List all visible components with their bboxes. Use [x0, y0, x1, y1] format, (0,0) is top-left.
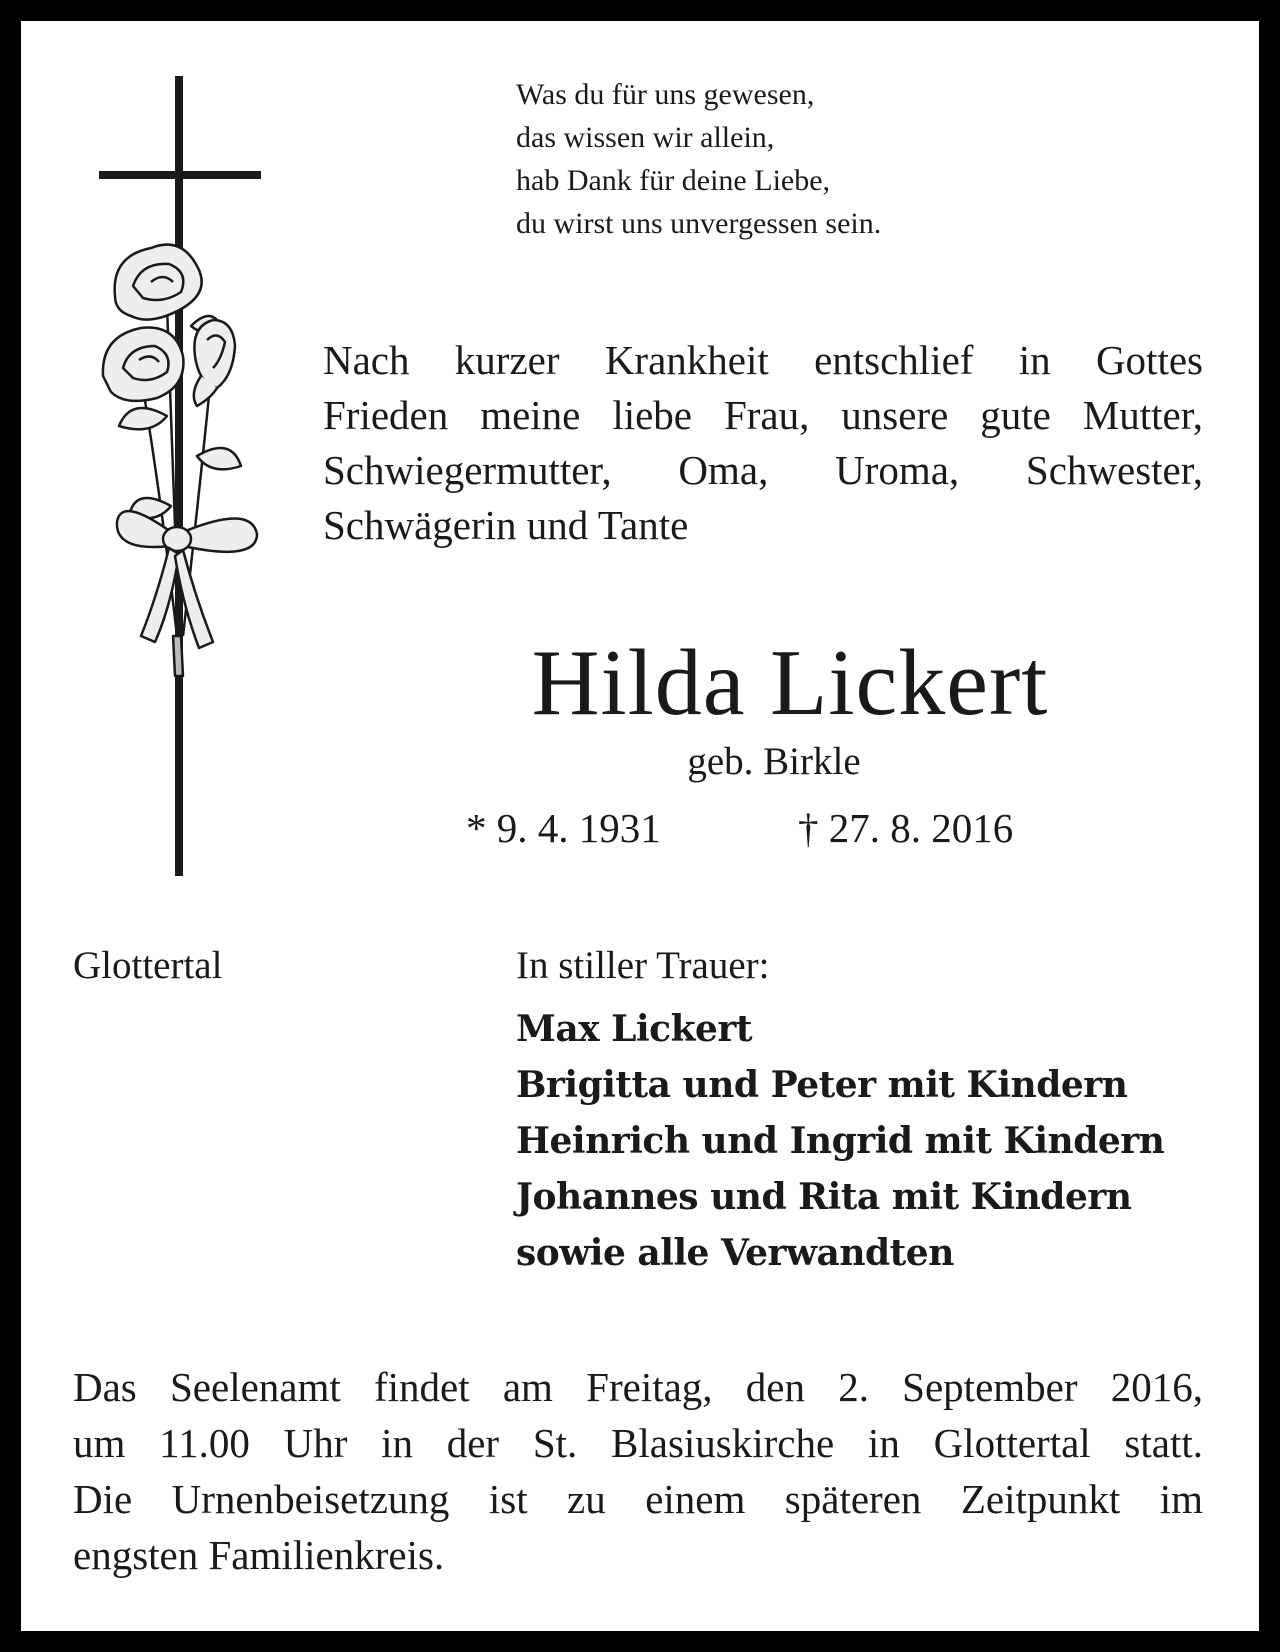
- announcement-line: Nach kurzer Krankheit entschlief in Gottes: [323, 337, 1203, 383]
- service-line: Das Seelenamt findet am Freitag, den 2. September 2016,: [73, 1364, 1203, 1410]
- service-line: engsten Familienkreis.: [73, 1532, 445, 1578]
- announcement-line: Schwiegermutter, Oma, Uroma, Schwester,: [323, 447, 1203, 493]
- mourner-entry: Heinrich und Ingrid mit Kindern: [516, 1120, 1165, 1162]
- mourner-entry: Max Lickert: [516, 1008, 753, 1050]
- mourner-entry: Brigitta und Peter mit Kindern: [516, 1064, 1128, 1106]
- service-line: Die Urnenbeisetzung ist zu einem späteren Zeitpunkt im: [73, 1476, 1203, 1522]
- poem-line: das wissen wir allein,: [516, 121, 775, 154]
- poem-line: hab Dank für deine Liebe,: [516, 164, 831, 197]
- obituary-notice: [21, 21, 1259, 1631]
- mourning-label: In stiller Trauer:: [516, 944, 770, 987]
- mourner-entry: sowie alle Verwandten: [516, 1232, 954, 1274]
- birth-date: * 9. 4. 1931: [466, 805, 661, 851]
- poem-line: Was du für uns gewesen,: [516, 78, 815, 111]
- announcement-line: Schwägerin und Tante: [323, 502, 689, 548]
- service-info: [73, 1359, 1203, 1583]
- announcement-text: [323, 333, 1203, 553]
- mourner-entry: Johannes und Rita mit Kindern: [516, 1176, 1132, 1218]
- announcement-line: Frieden meine liebe Frau, unsere gute Mutter,: [323, 392, 1203, 438]
- deceased-name: Hilda Lickert: [531, 631, 1049, 735]
- maiden-name: geb. Birkle: [687, 740, 861, 783]
- poem-line: du wirst uns unvergessen sein.: [516, 207, 882, 240]
- service-line: um 11.00 Uhr in der St. Blasiuskirche in Glottertal statt.: [73, 1420, 1203, 1466]
- death-date: † 27. 8. 2016: [798, 805, 1014, 851]
- memorial-poem: [516, 73, 881, 245]
- mourners-list: [516, 1001, 1164, 1281]
- cross-with-roses-icon: [71, 76, 261, 876]
- place-name: Glottertal: [73, 944, 223, 987]
